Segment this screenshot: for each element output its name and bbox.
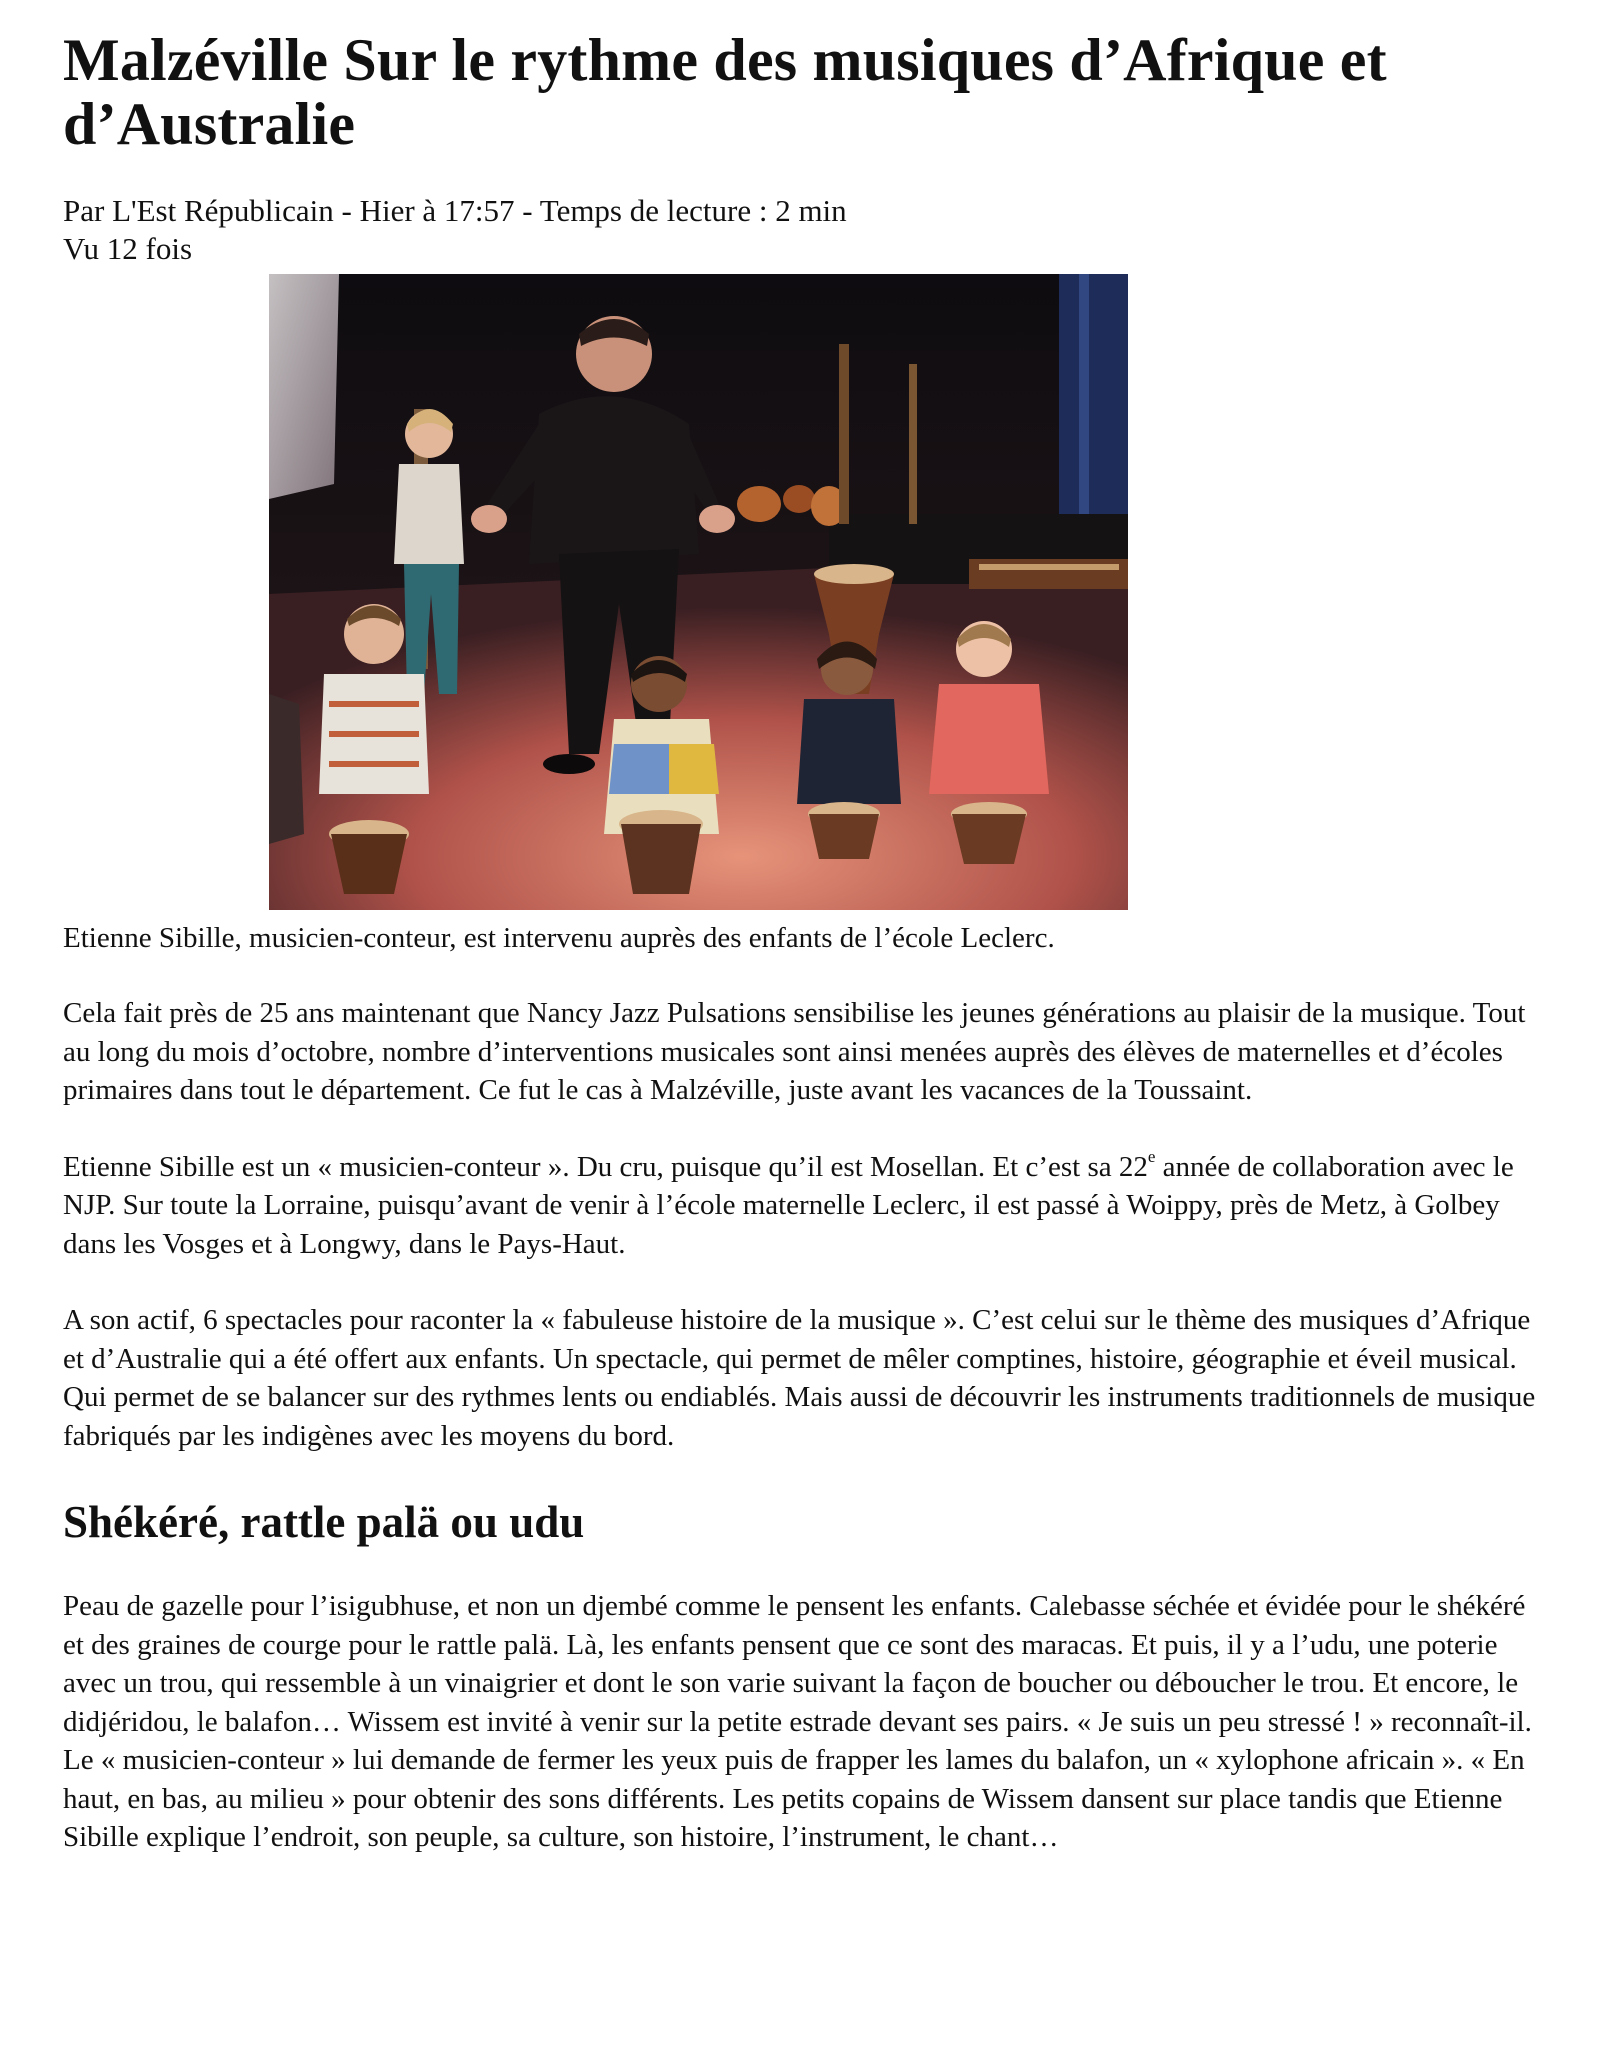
article	[63, 28, 1543, 1857]
byline: Par L'Est Républicain - Hier à 17:57 - Temps de lecture : 2 min	[63, 193, 847, 228]
article-title: Malzéville Sur le rythme des musiques d’Afrique et d’Australie	[63, 27, 1387, 157]
view-count: Vu 12 fois	[63, 231, 193, 266]
paragraph-2	[63, 1148, 1543, 1264]
section-heading: Shékéré, rattle palä ou udu	[63, 1497, 585, 1547]
paragraph-2-start: Etienne Sibille est un « musicien-conteur ». Du cru, puisque qu’il est Mosellan. Et c’est sa 22	[63, 1150, 1148, 1183]
article-meta	[63, 192, 1543, 268]
ordinal-suffix: e	[1147, 1146, 1156, 1166]
article-photo	[269, 274, 1128, 910]
paragraph-2-end: année de collaboration avec le NJP. Sur toute la Lorraine, puisqu’avant de venir à l’école maternelle Leclerc, il est passé à Woippy, près de Metz, à Golbey dans les Vosges et à Longwy, dans le Pays-Haut.	[63, 1150, 1514, 1260]
paragraph-4: Peau de gazelle pour l’isigubhuse, et non un djembé comme le pensent les enfants. Calebasse séchée et évidée pour le shékéré et des graines de courge pour le rattle palä. Là, les enfants pensent que ce sont des maracas. Et puis, il y a l’udu, une poterie avec un trou, qui ressemble à un vinaigrier et dont le son varie suivant la façon de boucher ou déboucher le trou. Et encore, le didjéridou, le balafon… Wissem est invité à venir sur la petite estrade devant ses pairs. « Je suis un peu stressé ! » reconnaît-il. Le « musicien-conteur » lui demande de fermer les yeux puis de frapper les lames du balafon, un « xylophone africain ». « En haut, en bas, au milieu » pour obtenir des sons différents. Les petits copains de Wissem dansent sur place tandis que Etienne Sibille explique l’endroit, son peuple, sa culture, son histoire, l’instrument, le chant…	[63, 1590, 1532, 1853]
photo-caption: Etienne Sibille, musicien-conteur, est intervenu auprès des enfants de l’école Leclerc.	[63, 922, 1055, 954]
paragraph-1: Cela fait près de 25 ans maintenant que Nancy Jazz Pulsations sensibilise les jeunes générations au plaisir de la musique. Tout au long du mois d’octobre, nombre d’interventions musicales sont ainsi menées auprès des élèves de maternelles et d’écoles primaires dans tout le département. Ce fut le cas à Malzéville, juste avant les vacances de la Toussaint.	[63, 997, 1526, 1106]
paragraph-3: A son actif, 6 spectacles pour raconter la « fabuleuse histoire de la musique ». C’est celui sur le thème des musiques d’Afrique et d’Australie qui a été offert aux enfants. Un spectacle, qui permet de mêler comptines, histoire, géographie et éveil musical. Qui permet de se balancer sur des rythmes lents ou endiablés. Mais aussi de découvrir les instruments traditionnels de musique fabriqués par les indigènes avec les moyens du bord.	[63, 1304, 1536, 1452]
photo-musician-with-children-icon	[269, 274, 1128, 910]
